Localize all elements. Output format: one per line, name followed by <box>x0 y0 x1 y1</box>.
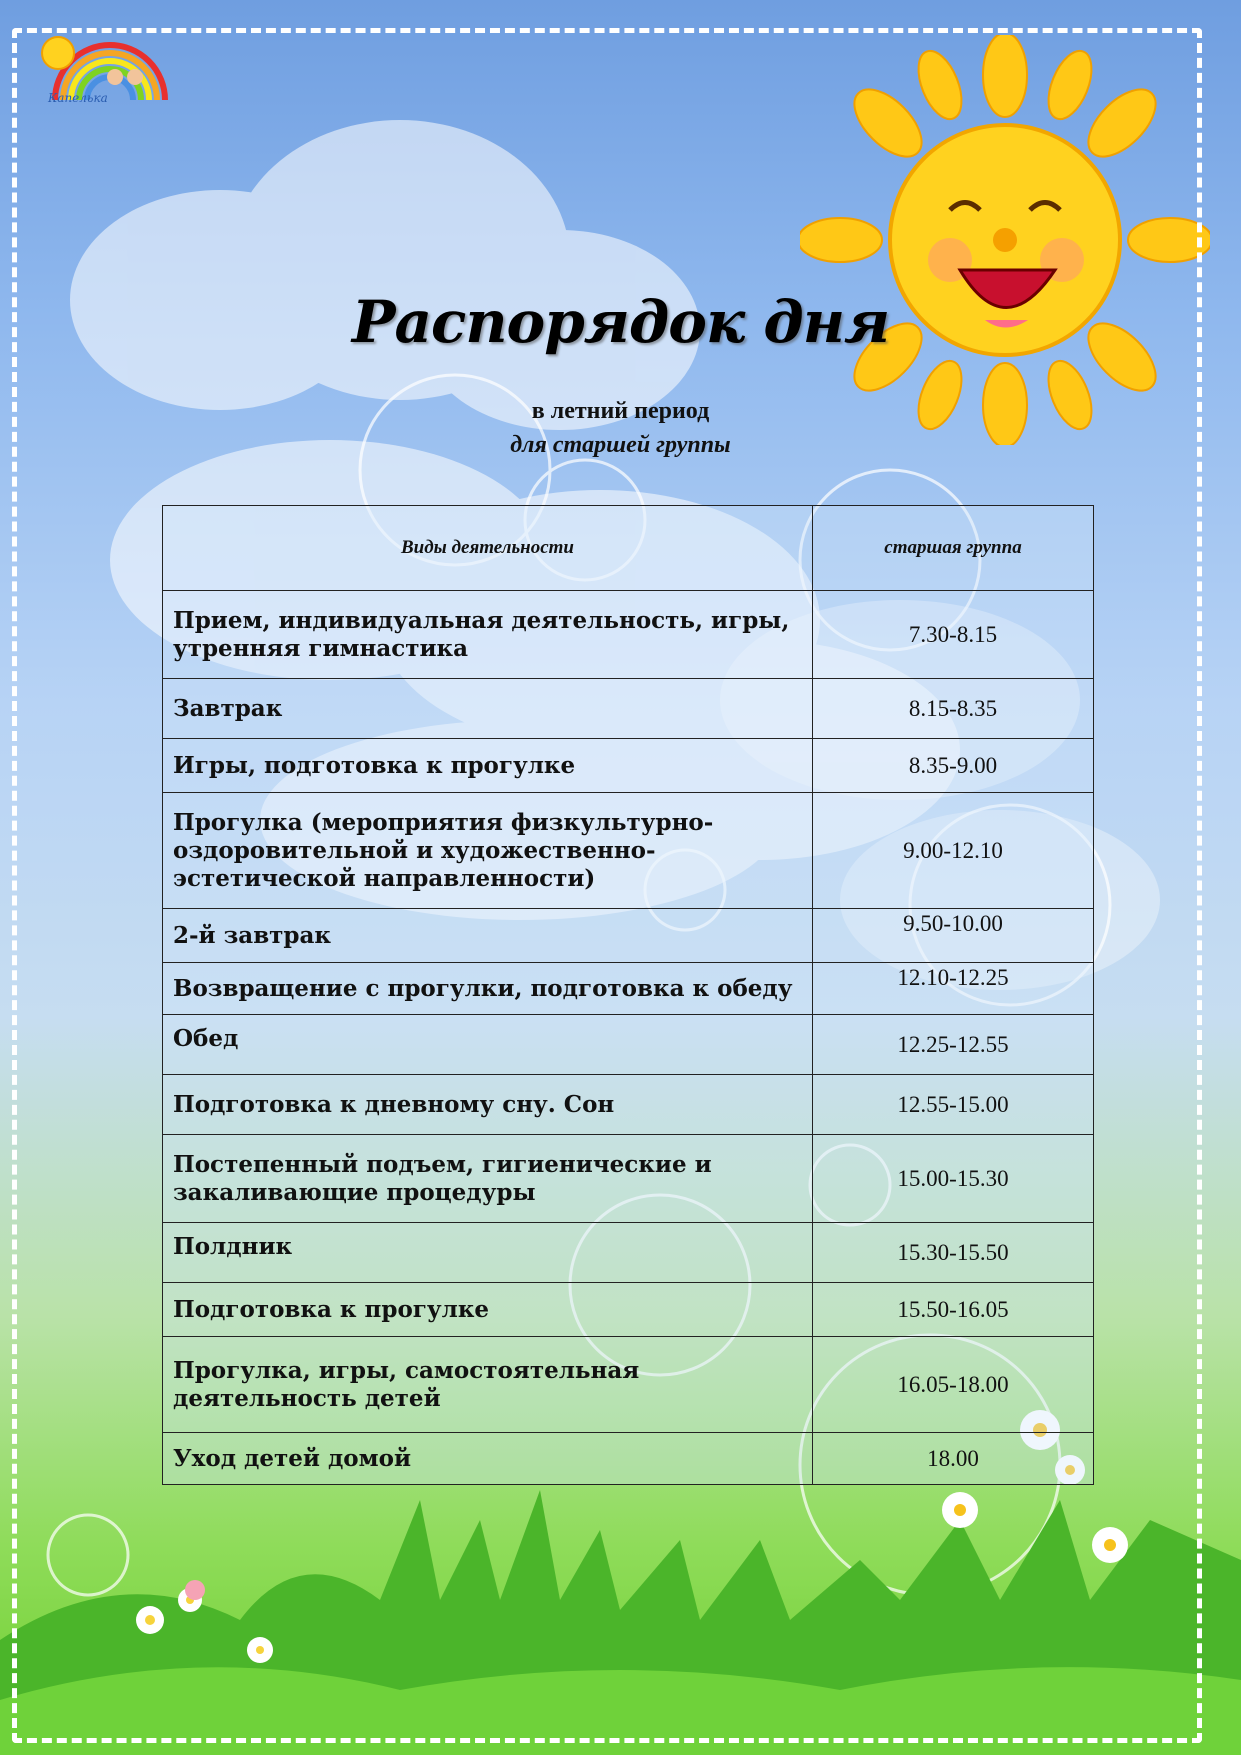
activity-cell: Прием, индивидуальная деятельность, игры, утренняя гимнастика <box>163 591 813 679</box>
activity-cell: Полдник <box>163 1223 813 1283</box>
table-row <box>163 679 1094 739</box>
time-cell: 8.15-8.35 <box>813 679 1094 739</box>
time-cell: 8.35-9.00 <box>813 739 1094 793</box>
activity-cell: Уход детей домой <box>163 1433 813 1485</box>
table-row <box>163 963 1094 1015</box>
activity-cell: Обед <box>163 1015 813 1075</box>
table-row <box>163 1075 1094 1135</box>
table-row <box>163 1223 1094 1283</box>
schedule-table <box>162 505 1094 1485</box>
logo-caption: Капелька <box>48 91 108 105</box>
activity-cell: Игры, подготовка к прогулке <box>163 739 813 793</box>
activity-cell: Прогулка, игры, самостоятельная деятельность детей <box>163 1337 813 1433</box>
subtitle-period: в летний период <box>531 398 710 424</box>
time-cell: 18.00 <box>813 1433 1094 1485</box>
time-cell: 7.30-8.15 <box>813 591 1094 679</box>
table-header-row <box>163 506 1094 591</box>
time-cell: 15.30-15.50 <box>813 1223 1094 1283</box>
page-title: Распорядок дня <box>351 288 890 356</box>
time-cell: 9.50-10.00 <box>813 909 1094 963</box>
header-activity: Виды деятельности <box>163 506 813 591</box>
table-row <box>163 909 1094 963</box>
time-cell: 15.00-15.30 <box>813 1135 1094 1223</box>
time-cell: 12.55-15.00 <box>813 1075 1094 1135</box>
activity-cell: Постепенный подъем, гигиенические и закаливающие процедуры <box>163 1135 813 1223</box>
time-cell: 12.10-12.25 <box>813 963 1094 1015</box>
time-cell: 9.00-12.10 <box>813 793 1094 909</box>
activity-cell: Возвращение с прогулки, подготовка к обеду <box>163 963 813 1015</box>
table-row <box>163 1015 1094 1075</box>
activity-cell: Подготовка к прогулке <box>163 1283 813 1337</box>
time-cell: 12.25-12.55 <box>813 1015 1094 1075</box>
time-cell: 15.50-16.05 <box>813 1283 1094 1337</box>
table-row <box>163 591 1094 679</box>
activity-cell: Подготовка к дневному сну. Сон <box>163 1075 813 1135</box>
subtitle-group: для старшей группы <box>510 432 731 458</box>
activity-cell: Завтрак <box>163 679 813 739</box>
table-row <box>163 1433 1094 1485</box>
table-row <box>163 739 1094 793</box>
header-group: старшая группа <box>813 506 1094 591</box>
activity-cell: 2-й завтрак <box>163 909 813 963</box>
table-row <box>163 1283 1094 1337</box>
time-cell: 16.05-18.00 <box>813 1337 1094 1433</box>
table-row <box>163 793 1094 909</box>
activity-cell: Прогулка (мероприятия физкультурно-оздоровительной и художественно-эстетической направленности) <box>163 793 813 909</box>
table-row <box>163 1135 1094 1223</box>
table-row <box>163 1337 1094 1433</box>
